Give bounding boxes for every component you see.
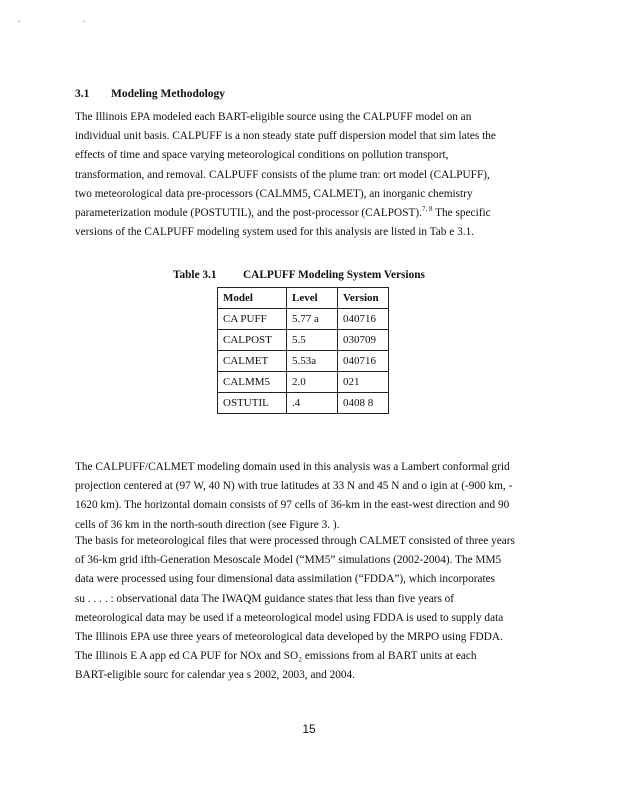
cell-level: 5.77 a bbox=[287, 309, 338, 330]
table-title: CALPUFF Modeling System Versions bbox=[243, 269, 425, 281]
cell-level: .4 bbox=[287, 393, 338, 414]
text-line: transformation, and removal. CALPUFF consists of the plume tran: ort model (CALPUFF), bbox=[75, 168, 490, 181]
text-line: projection centered at (97 W, 40 N) with true latitudes at 33 N and 45 N and o igin at (-900 km, - bbox=[75, 480, 513, 493]
cell-model: CALPOST bbox=[218, 330, 287, 351]
cell-version: 021 bbox=[338, 372, 389, 393]
cell-model: CALMM5 bbox=[218, 372, 287, 393]
table-row bbox=[218, 330, 389, 351]
cell-level: 5.53a bbox=[287, 351, 338, 372]
text-line: cells of 36 km in the north-south direction (see Figure 3. ). bbox=[75, 518, 340, 531]
text-line: The basis for meteorological files that were processed through CALMET consisted of three years bbox=[75, 535, 515, 547]
text-line: The Illinois EPA modeled each BART-eligible source using the CALPUFF model on an bbox=[75, 111, 472, 123]
cell-model: OSTUTIL bbox=[218, 393, 287, 414]
footnote-reference: 7, 8 bbox=[421, 205, 433, 214]
text-line: meteorological data may be used if a meteorological model using FDDA is used to supply data bbox=[75, 611, 504, 624]
table-row bbox=[218, 309, 389, 330]
cell-level: 5.5 bbox=[287, 330, 338, 351]
text-line: versions of the CALPUFF modeling system used for this analysis are listed in Tab e 3.1. bbox=[75, 226, 475, 239]
table-row bbox=[218, 351, 389, 372]
cell-version: 040716 bbox=[338, 351, 389, 372]
paragraph-methodology bbox=[75, 108, 545, 242]
text-line: The Illinois EPA use three years of meteorological data developed by the MRPO using FDDA. bbox=[75, 631, 503, 644]
table-number: Table 3.1 bbox=[173, 269, 217, 281]
table-header-row bbox=[218, 288, 389, 309]
section-title: Modeling Methodology bbox=[111, 88, 226, 100]
header-version: Version bbox=[338, 288, 389, 309]
section-heading bbox=[75, 88, 225, 100]
page-number: 15 bbox=[302, 722, 316, 736]
versions-table bbox=[217, 287, 389, 414]
text-line: effects of time and space varying meteorological conditions on pollution transport, bbox=[75, 149, 449, 162]
table-caption bbox=[173, 269, 425, 281]
table-row bbox=[218, 372, 389, 393]
paragraph-meteorology bbox=[75, 532, 545, 686]
cell-version: 040716 bbox=[338, 309, 389, 330]
table-row bbox=[218, 393, 389, 414]
cell-level: 2.0 bbox=[287, 372, 338, 393]
text-line: two meteorological data pre-processors (CALMM5, CALMET), an inorganic chemistry bbox=[75, 187, 473, 200]
cell-model: CA PUFF bbox=[218, 309, 287, 330]
text-line: The Illinois E A app ed CA PUF for NOx and SO₂ emissions from al BART units at each bbox=[75, 650, 477, 663]
text-line: su . . . . : observational data The IWAQM guidance states that less than five years of bbox=[75, 592, 455, 605]
text-line: individual unit basis. CALPUFF is a non steady state puff dispersion model that sim lates the bbox=[75, 130, 496, 143]
cell-version: 030709 bbox=[338, 330, 389, 351]
text-line: data were processed using four dimensional data assimilation (“FDDA”), which incorporates bbox=[75, 573, 496, 586]
cell-model: CALMET bbox=[218, 351, 287, 372]
text-line: parameterization module (POSTUTIL), and the post-processor (CALPOST).$^{7, 8}$ The specific bbox=[75, 205, 491, 220]
section-number: 3.1 bbox=[75, 88, 90, 100]
cell-version: 0408 8 bbox=[338, 393, 389, 414]
text-line: BART-eligible sourc for calendar yea s 2002, 2003, and 2004. bbox=[75, 669, 356, 682]
text-line: of 36-km grid ifth-Generation Mesoscale Model (“MM5” simulations (2002-2004). The MM5 bbox=[75, 554, 502, 567]
paragraph-domain bbox=[75, 458, 545, 535]
header-model: Model bbox=[218, 288, 287, 309]
text-line: The CALPUFF/CALMET modeling domain used in this analysis was a Lambert conformal grid bbox=[75, 461, 510, 473]
text-line: 1620 km). The horizontal domain consists of 97 cells of 36-km in the east-west direction and 90 bbox=[75, 499, 510, 512]
header-level: Level bbox=[287, 288, 338, 309]
scan-specks: . . bbox=[18, 14, 116, 25]
